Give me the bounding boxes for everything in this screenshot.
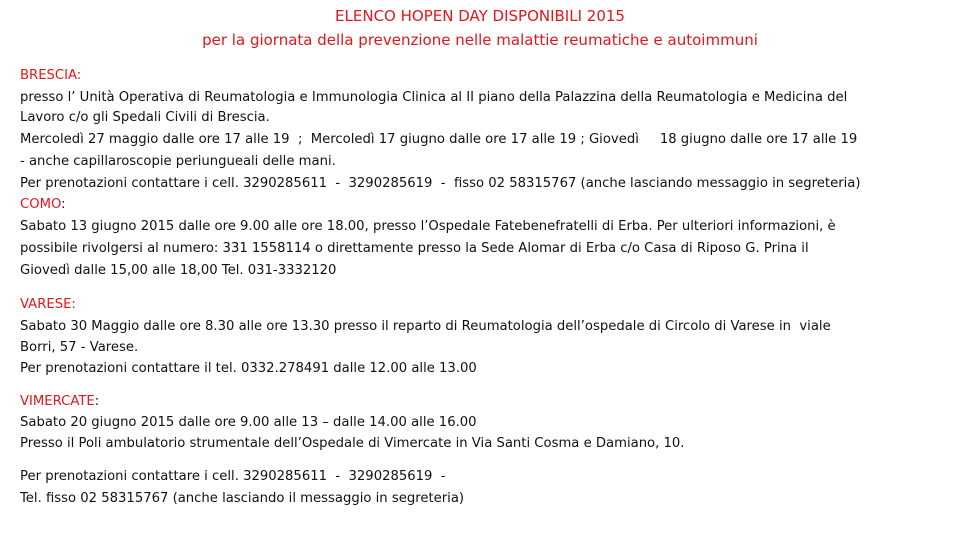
brescia-line: presso l’ Unità Operativa di Reumatologia e Immunologia Clinica al II piano della Palazzina della Reumatologia e Medicina del: [20, 90, 848, 105]
page-subtitle: per la giornata della prevenzione nelle malattie reumatiche e autoimmuni: [202, 31, 758, 49]
page-title: ELENCO HOPEN DAY DISPONIBILI 2015: [335, 7, 625, 25]
varese-line: Per prenotazioni contattare il tel. 0332.278491 dalle 12.00 alle 13.00: [20, 361, 477, 376]
varese-line: Borri, 57 - Varese.: [20, 340, 139, 355]
brescia-line: Mercoledì 27 maggio dalle ore 17 alle 19 ; Mercoledì 17 giugno dalle ore 17 alle 19 ; Giovedì 18 giugno dalle ore 17 alle 19: [20, 132, 858, 147]
section-heading-vimercate: [20, 392, 950, 412]
section-heading-como: [20, 195, 950, 215]
section-heading-como-suffix: :: [61, 197, 66, 212]
vimercate-line: Sabato 20 giugno 2015 dalle ore 9.00 alle 13 – dalle 14.00 alle 16.00: [20, 415, 477, 430]
section-heading-vimercate-suffix: :: [94, 394, 100, 409]
section-heading-brescia: BRESCIA:: [20, 68, 82, 83]
footer-line: Tel. fisso 02 58315767 (anche lasciando il messaggio in segreteria): [20, 491, 465, 506]
como-line: possibile rivolgersi al numero: 331 1558114 o direttamente presso la Sede Alomar di Erba c/o Casa di Riposo G. Prina il: [20, 241, 809, 256]
brescia-line: - anche capillaroscopie periungueali delle mani.: [20, 154, 336, 169]
footer-line: Per prenotazioni contattare i cell. 3290285611 - 3290285619 -: [20, 469, 446, 484]
section-heading-como-name: COMO: [20, 197, 62, 212]
como-line: Sabato 13 giugno 2015 dalle ore 9.00 alle ore 18.00, presso l’Ospedale Fatebenefratelli di Erba. Per ulteriori informazioni, è: [20, 219, 836, 234]
vimercate-line: Presso il Poli ambulatorio strumentale dell’Ospedale di Vimercate in Via Santi Cosma e Damiano, 10.: [20, 436, 685, 451]
como-line: Giovedì dalle 15,00 alle 18,00 Tel. 031-3332120: [20, 263, 337, 278]
section-heading-varese: VARESE:: [20, 297, 76, 312]
varese-line: Sabato 30 Maggio dalle ore 8.30 alle ore 13.30 presso il reparto di Reumatologia dell’ospedale di Circolo di Varese in viale: [20, 319, 831, 334]
section-heading-vimercate-name: VIMERCATE: [20, 394, 95, 409]
brescia-line: Per prenotazioni contattare i cell. 3290285611 - 3290285619 - fisso 02 58315767 (anche lasciando messaggio in segreteria): [20, 176, 861, 191]
brescia-line: Lavoro c/o gli Spedali Civili di Brescia.: [20, 110, 270, 125]
